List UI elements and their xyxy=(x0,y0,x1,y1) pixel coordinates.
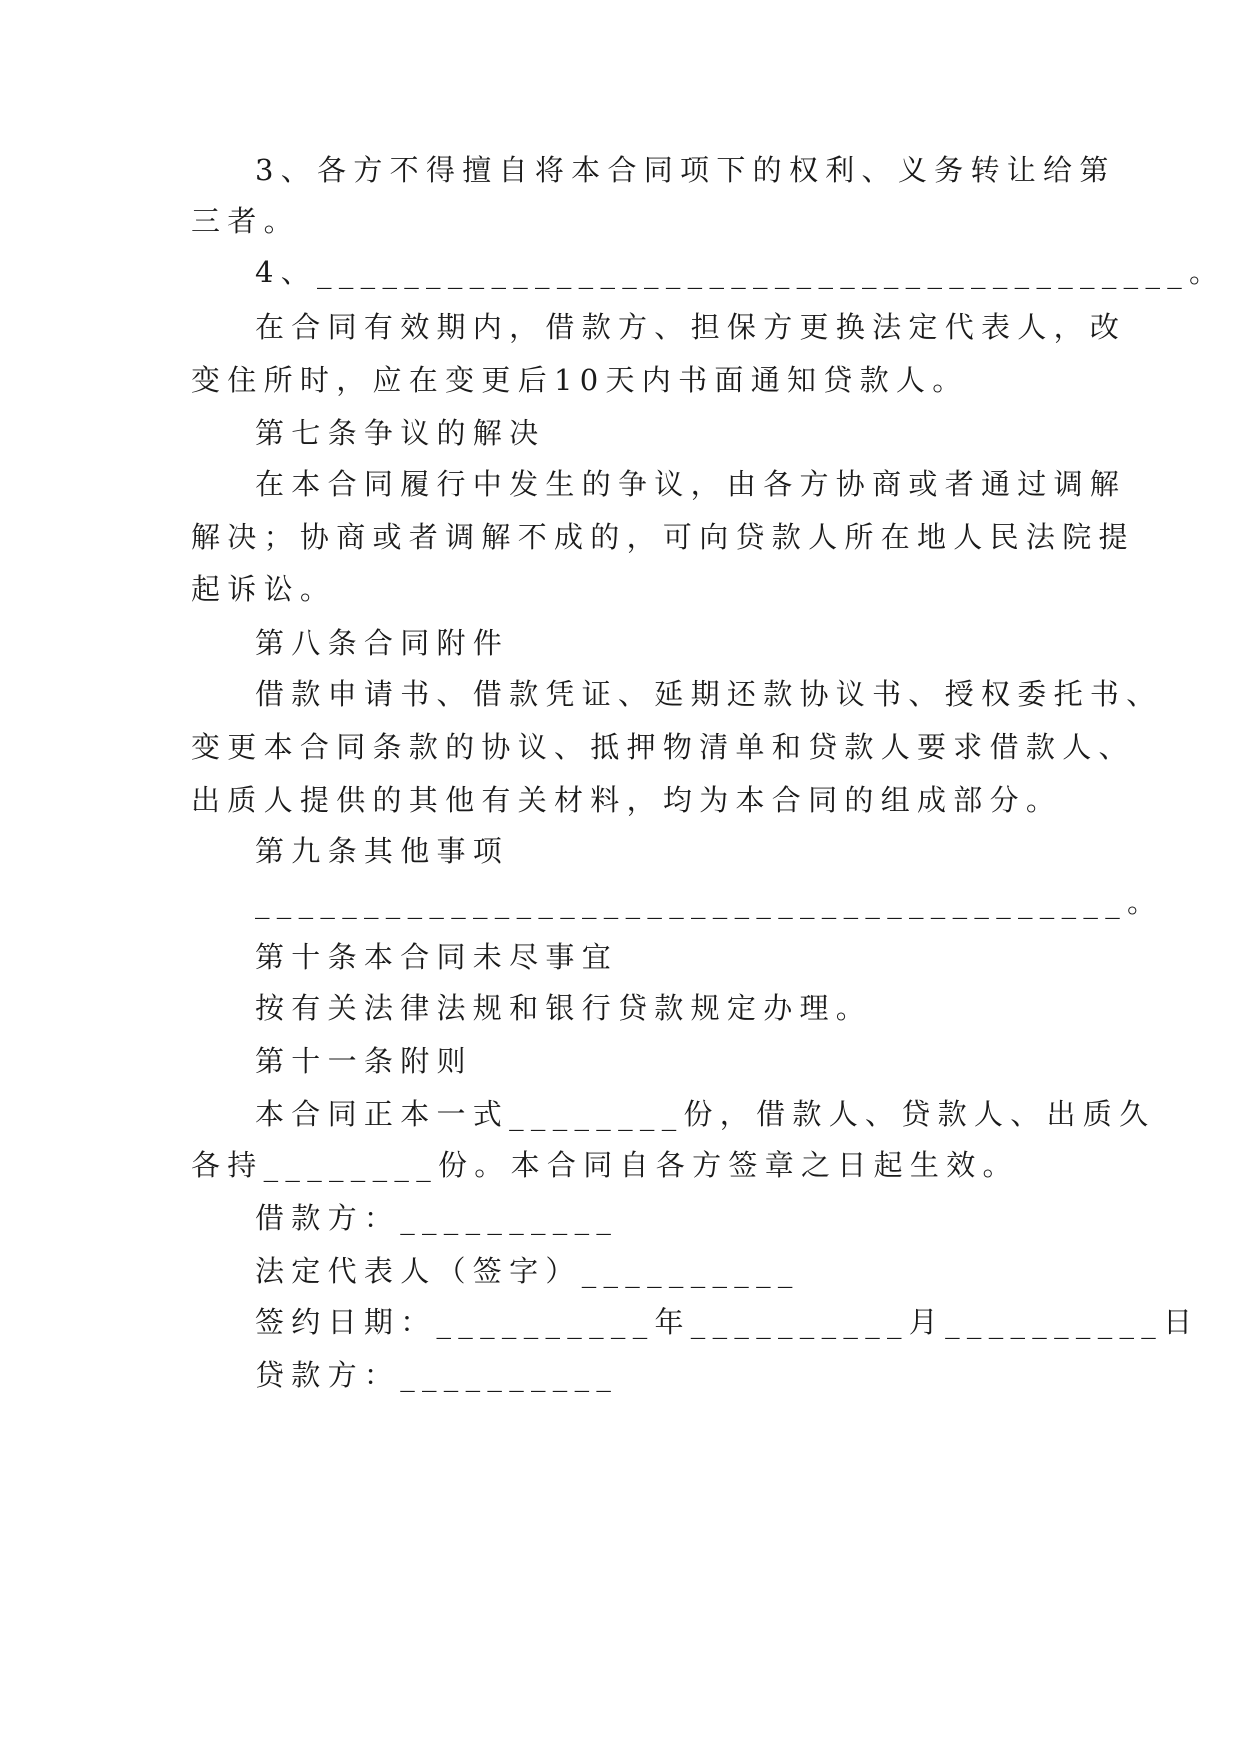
copies-paragraph: 本合同正本一式________份，借款人、贷款人、出质久 xyxy=(255,1097,1156,1131)
clause-10-heading: 第十条本合同未尽事宜 xyxy=(255,940,619,974)
attachments-paragraph: 借款申请书、借款凭证、延期还款协议书、授权委托书、 xyxy=(255,677,1163,711)
dispute-paragraph: 在本合同履行中发生的争议，由各方协商或者通过调解 xyxy=(255,467,1127,501)
clause-11-heading: 第十一条附则 xyxy=(255,1044,473,1078)
clause-6-item-3-cont: 三者。 xyxy=(191,204,300,238)
dispute-paragraph-cont-1: 解决；协商或者调解不成的，可向贷款人所在地人民法院提 xyxy=(191,520,1135,554)
clause-6-item-3: 3、各方不得擅自将本合同项下的权利、义务转让给第 xyxy=(255,153,1116,187)
attachments-paragraph-cont-1: 变更本合同条款的协议、抵押物清单和贷款人要求借款人、 xyxy=(191,730,1135,764)
dispute-paragraph-cont-2: 起诉讼。 xyxy=(191,572,337,606)
clause-9-heading: 第九条其他事项 xyxy=(255,834,510,868)
clause-7-heading: 第七条争议的解决 xyxy=(255,416,546,450)
lender-signature-line: 贷款方：__________ xyxy=(255,1358,619,1392)
legal-representative-signature-line: 法定代表人（签字）__________ xyxy=(255,1254,800,1288)
representative-change-paragraph: 在合同有效期内，借款方、担保方更换法定代表人，改 xyxy=(255,310,1127,344)
clause-8-heading: 第八条合同附件 xyxy=(255,626,510,660)
attachments-paragraph-cont-2: 出质人提供的其他有关材料，均为本合同的组成部分。 xyxy=(191,783,1063,817)
other-matters-blank: ________________________________________。 xyxy=(255,885,1164,919)
unresolved-matters-paragraph: 按有关法律法规和银行贷款规定办理。 xyxy=(255,991,873,1025)
signing-date-line: 签约日期：__________年__________月__________日 xyxy=(255,1305,1200,1339)
representative-change-paragraph-cont: 变住所时，应在变更后10天内书面通知贷款人。 xyxy=(191,363,969,397)
clause-6-item-4: 4、________________________________________。 xyxy=(255,255,1226,289)
borrower-signature-line: 借款方：__________ xyxy=(255,1201,619,1235)
copies-paragraph-cont: 各持________份。本合同自各方签章之日起生效。 xyxy=(191,1148,1019,1182)
